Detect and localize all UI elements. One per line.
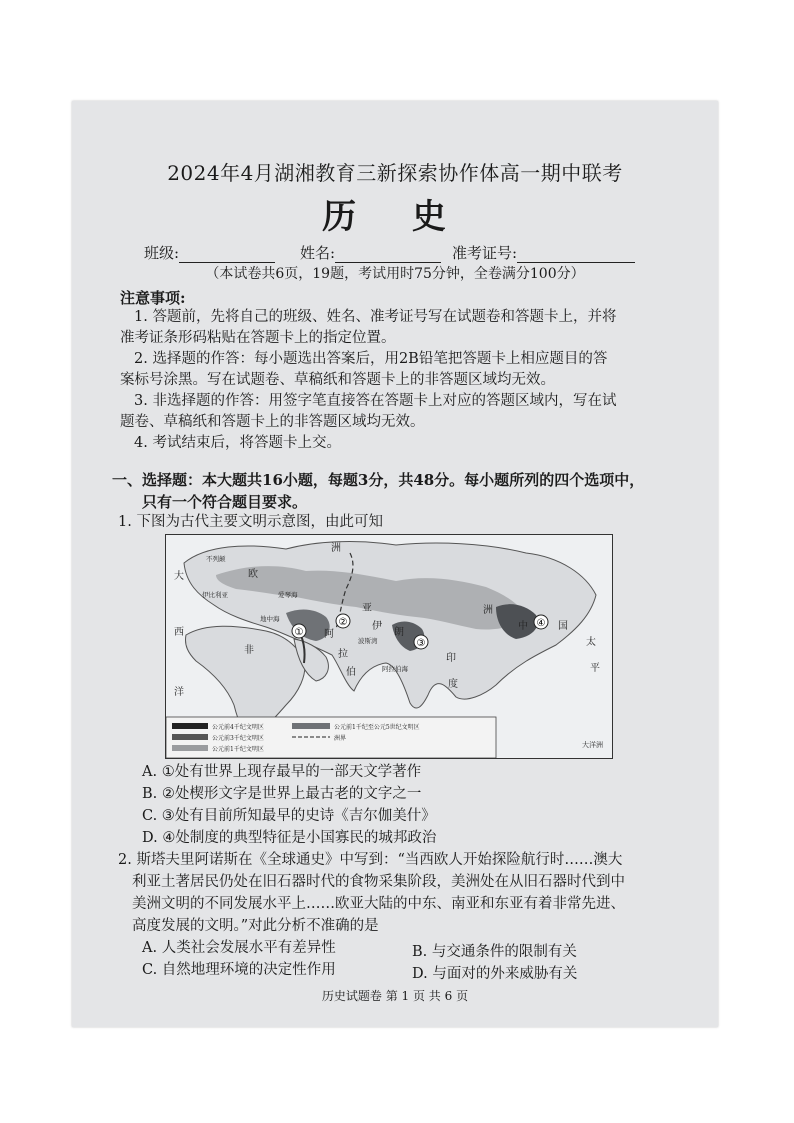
map-label-du: 度: [448, 679, 458, 690]
marker-4: ④: [536, 618, 546, 629]
map-label-ya: 亚: [362, 603, 372, 614]
legend-item-3: 公元前1千纪文明区: [212, 746, 264, 753]
legend-item-1: 公元前4千纪文明区: [212, 724, 264, 731]
map-label-oceania: 大洋洲: [582, 741, 603, 749]
map-label-persian-gulf: 波斯湾: [358, 637, 378, 645]
id-field: [452, 242, 635, 263]
map-label-ping: 平: [590, 663, 600, 674]
map-label-ou: 欧: [248, 569, 258, 580]
class-label: 班级:: [144, 244, 180, 262]
id-label: 准考证号:: [452, 244, 518, 262]
class-field: [144, 242, 275, 263]
map-label-a: 阿: [324, 629, 334, 640]
notice-item-1: [120, 307, 617, 349]
exam-sheet: [72, 101, 718, 1027]
notice-line: 案标号涂黑。写在试题卷、草稿纸和答题卡上的非答题区域均无效。: [120, 372, 555, 388]
section-line-1: 一、选择题：本大题共16小题，每题3分，共48分。每小题所列的四个选项中，: [112, 471, 645, 489]
section-heading: [112, 469, 644, 513]
map-label-xi: 西: [174, 627, 184, 638]
notice-heading: 注意事项:: [120, 289, 186, 307]
exam-note: （本试卷共6页，19题，考试用时75分钟，全卷满分100分）: [205, 266, 585, 282]
marker-1: ①: [294, 627, 304, 638]
map-label-yin: 印: [446, 653, 456, 664]
q1-option-d: D. ④处制度的典型特征是小国寡民的城邦政治: [142, 830, 437, 846]
q1-option-c: C. ③处有目前所知最早的史诗《吉尔伽美什》: [142, 808, 436, 824]
notice-item-2: [120, 349, 608, 391]
q2-option-b: B. 与交通条件的限制有关: [412, 944, 577, 960]
id-line: [517, 247, 635, 263]
map-label-la: 拉: [338, 649, 348, 660]
q2-line-4: 高度发展的文明。”对此分析不准确的是: [132, 918, 379, 934]
notice-line: 1. 答题前，先将自己的班级、姓名、准考证号写在试题卷和答题卡上，并将: [134, 309, 617, 325]
map-label-zhong: 中: [518, 621, 528, 632]
q2-line-3: 美洲文明的不同发展水平上……欧亚大陆的中东、南亚和东亚有着非常先进、: [132, 896, 625, 912]
notice-line: 准考证条形码粘贴在答题卡上的指定位置。: [120, 330, 396, 346]
map-label-iberia: 伊比利亚: [202, 591, 228, 599]
name-field: [300, 242, 441, 263]
notice-line: 题卷、草稿纸和答题卡上的非答题区域均无效。: [120, 414, 425, 430]
name-label: 姓名:: [300, 244, 336, 262]
q2-line-1: 2. 斯塔夫里阿诺斯在《全球通史》中写到：“当西欧人开始探险航行时……澳大: [118, 852, 623, 868]
map-label-zhou-eu: 洲: [331, 543, 341, 554]
map-label-med: 地中海: [260, 615, 280, 623]
notice-item-3: [120, 391, 617, 433]
section-line-2: 只有一个符合题目要求。: [142, 493, 308, 511]
legend-item-5: 洲界: [334, 735, 347, 742]
q1-stem: 1. 下图为古代主要文明示意图，由此可知: [118, 514, 383, 530]
map-label-tai: 太: [586, 637, 596, 648]
map-label-zhou-as: 洲: [483, 605, 493, 616]
map-label-fei: 非: [244, 645, 254, 656]
notice-item-4: [134, 433, 341, 454]
map-label-britain: 不列颠: [206, 555, 226, 563]
q2-option-c: C. 自然地理环境的决定性作用: [142, 962, 336, 978]
map-label-arabian-sea: 阿拉伯海: [382, 665, 408, 673]
q2-option-a: A. 人类社会发展水平有差异性: [142, 940, 336, 956]
map-svg: [166, 535, 612, 758]
legend-item-2: 公元前3千纪文明区: [212, 735, 264, 742]
map-label-da: 大: [174, 571, 184, 582]
q2-option-d: D. 与面对的外来威胁有关: [412, 966, 578, 982]
map-label-guo: 国: [558, 621, 568, 632]
q1-option-a: A. ①处有世界上现存最早的一部天文学著作: [142, 764, 422, 780]
name-line: [335, 247, 441, 263]
q1-option-b: B. ②处楔形文字是世界上最古老的文字之一: [142, 786, 422, 802]
notice-line: 3. 非选择题的作答：用签字笔直接答在答题卡上对应的答题区域内，写在试: [134, 393, 617, 409]
legend-item-4: 公元前1千纪至公元5世纪文明区: [334, 724, 420, 731]
subject-title: 历 史: [322, 197, 468, 237]
map-label-lang: 朗: [394, 627, 404, 638]
page-footer: 历史试题卷 第 1 页 共 6 页: [321, 989, 469, 1003]
map-label-bo: 伯: [346, 667, 356, 678]
map-label-aegean: 爱琴海: [278, 591, 298, 599]
map-label-yang: 洋: [174, 687, 184, 698]
marker-2: ②: [338, 617, 348, 628]
q2-stem: [118, 849, 625, 937]
marker-3: ③: [416, 638, 426, 649]
q2-line-2: 利亚土著居民仍处在旧石器时代的食物采集阶段，美洲处在从旧石器时代到中: [132, 874, 625, 890]
notice-line: 4. 考试结束后，将答题卡上交。: [134, 435, 341, 451]
notice-line: 2. 选择题的作答：每小题选出答案后，用2B铅笔把答题卡上相应题目的答: [134, 351, 608, 367]
civilization-map: [165, 534, 613, 759]
class-line: [179, 247, 275, 263]
map-label-yi: 伊: [372, 621, 382, 632]
exam-title: 2024年4月湖湘教育三新探索协作体高一期中联考: [167, 161, 623, 185]
